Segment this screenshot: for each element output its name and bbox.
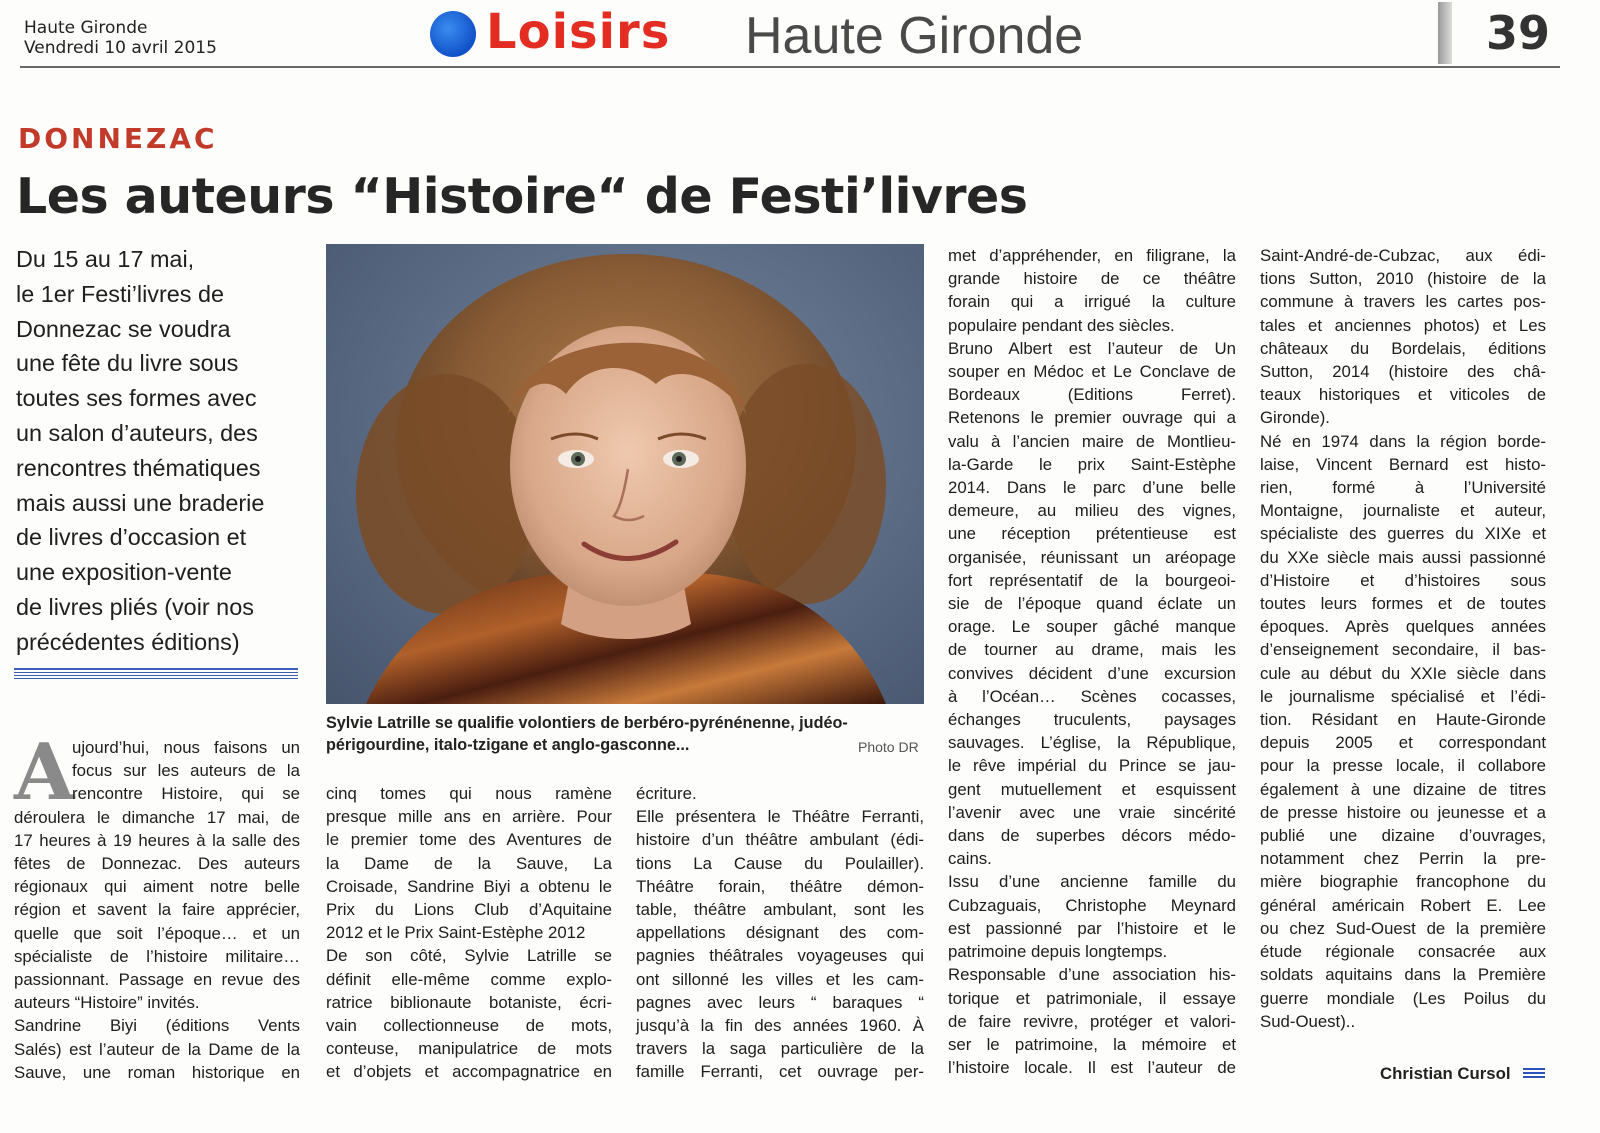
body-line: souper en Médoc et Le Conclave de — [948, 362, 1236, 382]
body-line: 2012 et le Prix Saint-Estèphe 2012 — [326, 923, 586, 943]
body-line: Sud-Ouest).. — [1260, 1011, 1356, 1031]
body-line: organisée, réunissant un aréopage — [948, 547, 1236, 567]
body-line: gent mutuellement et esquissent — [948, 779, 1236, 799]
body-line: la-Garde le prix Saint-Estèphe — [948, 454, 1236, 474]
body-line: châteaux du Bordelais, éditions — [1260, 338, 1546, 358]
body-line: Elle présentera le Théâtre Ferranti, — [636, 807, 924, 827]
publication-info — [24, 18, 217, 58]
lead-line: mais aussi une braderie — [16, 489, 265, 516]
body-line: focus sur les auteurs de la — [72, 761, 300, 781]
article-lead — [16, 242, 316, 660]
article-column-5 — [1260, 244, 1546, 1033]
section-subtitle: Haute Gironde — [745, 7, 1084, 65]
body-line: écriture. — [636, 784, 697, 803]
body-line: du XXe siècle mais aussi passionné — [1260, 547, 1546, 567]
body-line: Théâtre forain, théâtre démon- — [636, 876, 924, 896]
lead-line: une fête du livre sous — [16, 350, 239, 377]
body-line: valu à l’ancien maire de Montlieu- — [948, 431, 1236, 451]
body-line: publié une dizaine d’ouvrages, — [1260, 826, 1546, 846]
body-line: est passionné par l’histoire et le — [948, 918, 1236, 938]
body-line: Issu d’une ancienne famille du — [948, 872, 1236, 892]
body-line: presque mille ans en arrière. Pour — [326, 807, 612, 827]
body-line: fêtes de Donnezac. Des auteurs — [14, 854, 300, 874]
article-headline: Les auteurs “Histoire“ de Festi’livres — [16, 168, 1028, 225]
body-line: guerre mondiale (Les Poilus du — [1260, 988, 1546, 1008]
body-line: commune à travers les cartes pos- — [1260, 292, 1546, 312]
body-line: cule au début du XXIe siècle dans — [1260, 663, 1546, 683]
body-line: une réception prétentieuse est — [948, 524, 1236, 544]
body-line: également à une dizaine de titres — [1260, 779, 1546, 799]
body-line: Bruno Albert est l’auteur de Un — [948, 338, 1236, 358]
body-line: travers la saga particulière de la — [636, 1039, 924, 1059]
body-line: l’histoire locale. Il est l’auteur de — [948, 1058, 1236, 1078]
body-line: de faire revivre, protéger et valori- — [948, 1011, 1236, 1031]
body-line: orage. Le souper gâché manque — [948, 617, 1236, 637]
body-line: 2014. Dans le parc d’une belle — [948, 478, 1236, 498]
body-line: de presse histoire ou jeunesse et a — [1260, 802, 1546, 822]
body-line: toutes leurs formes et de toutes — [1260, 594, 1546, 614]
body-line: ujourd’hui, nous faisons un — [72, 738, 300, 757]
body-line: dans de superbes décors médo- — [948, 826, 1236, 846]
body-line: d’enseignement secondaire, il bas- — [1260, 640, 1546, 660]
body-line: le rêve impérial du Prince se jau- — [948, 756, 1236, 776]
body-line: Bordeaux (Editions Ferret). — [948, 385, 1236, 405]
body-line: Né en 1974 dans la région borde- — [1260, 431, 1546, 451]
body-line: Montaigne, journaliste et auteur, — [1260, 501, 1546, 521]
body-line: Sandrine Biyi (éditions Vents — [14, 1016, 300, 1036]
body-line: Retenons le premier ouvrage qui a — [948, 408, 1236, 428]
body-line: sauvages. L’église, la République, — [948, 733, 1236, 753]
body-line: pagnies théâtrales voyageuses qui — [636, 946, 924, 966]
body-line: table, théâtre ambulant, sont les — [636, 900, 924, 920]
body-line: depuis 2005 et correspondant — [1260, 733, 1546, 753]
body-line: teaux historiques et viticoles de — [1260, 385, 1546, 405]
body-line: soldats aquitains dans la Première — [1260, 965, 1546, 985]
portrait-illustration — [326, 244, 924, 704]
article-kicker: DONNEZAC — [18, 122, 218, 155]
body-line: tions Sutton, 2010 (histoire de la — [1260, 269, 1546, 289]
body-line: mière biographie francophone du — [1260, 872, 1546, 892]
body-line: Sauve, une roman historique en — [14, 1062, 300, 1082]
body-line: auteurs “Histoire” invités. — [14, 993, 200, 1013]
body-line: région et savent la faire apprécier, — [14, 900, 300, 920]
article-column-4 — [948, 244, 1236, 1079]
body-line: Sutton, 2014 (histoire des châ- — [1260, 362, 1546, 382]
body-line: tion. Résidant en Haute-Gironde — [1260, 710, 1546, 730]
body-line: régionaux qui aiment notre belle — [14, 877, 300, 897]
body-line: tales et anciennes photos) et Les — [1260, 315, 1546, 335]
body-line: histoire d’un théâtre ambulant (édi- — [636, 830, 924, 850]
article-column-2 — [326, 782, 612, 1084]
signature-end-mark-icon — [1523, 1068, 1545, 1080]
article-column-1 — [14, 727, 300, 1084]
lead-line: toutes ses formes avec — [16, 385, 257, 412]
body-line: Saint-André-de-Cubzac, aux édi- — [1260, 246, 1546, 265]
body-line: déroulera le dimanche 17 mai, de — [14, 807, 300, 827]
body-line: convives décident d’une excursion — [948, 663, 1236, 683]
body-line: conteuse, manipulatrice de mots — [326, 1039, 612, 1059]
body-line: passionnant. Passage en revue des — [14, 970, 300, 990]
body-line: et d’objets et accompagnatrice en — [326, 1062, 612, 1082]
body-line: ser le patrimoine, la mémoire et — [948, 1034, 1236, 1054]
body-line: spécialiste des guerres du XIXe et — [1260, 524, 1546, 544]
body-line: ont sillonné les villes et les cam- — [636, 969, 924, 989]
lead-line: de livres d’occasion et — [16, 524, 247, 551]
body-line: Croisade, Sandrine Biyi a obtenu le — [326, 876, 612, 896]
page-number: 39 — [1486, 6, 1551, 60]
body-line: Gironde). — [1260, 408, 1330, 428]
publication-name: Haute Gironde — [24, 18, 148, 38]
lead-line: Donnezac se voudra — [16, 315, 231, 342]
lead-line: le 1er Festi’livres de — [16, 280, 224, 307]
body-line: d’Histoire et d’histoires sous — [1260, 570, 1546, 590]
body-line: vain collectionneuse de mots, — [326, 1016, 612, 1036]
body-line: Cubzaguais, Christophe Meynard — [948, 895, 1236, 915]
body-line: Responsable d’une association his- — [948, 965, 1236, 985]
body-line: laise, Vincent Bernard est histo- — [1260, 454, 1546, 474]
body-line: cinq tomes qui nous ramène — [326, 784, 612, 803]
body-line: tions La Cause du Poulailler). — [636, 853, 924, 873]
lead-line: un salon d’auteurs, des — [16, 419, 258, 446]
lead-line: rencontres thématiques — [16, 454, 261, 481]
body-line: rencontre Histoire, qui se — [72, 784, 300, 804]
body-line: torique et patrimoniale, il essaye — [948, 988, 1236, 1008]
photo-caption — [326, 712, 924, 756]
body-line: le journalisme spécialisé et l’édi- — [1260, 686, 1546, 706]
lead-line: précédentes éditions) — [16, 628, 240, 655]
body-line: pour la presse locale, il collabore — [1260, 756, 1546, 776]
lead-line: une exposition-vente — [16, 559, 232, 586]
body-line: met d’appréhender, en filigrane, la — [948, 246, 1236, 265]
body-line: échanges truculents, paysages — [948, 710, 1236, 730]
body-line: rien, formé à l’Université — [1260, 478, 1546, 498]
body-line: le premier tome des Aventures de — [326, 830, 612, 850]
body-line: appellations désignant des com- — [636, 923, 924, 943]
blue-dot-logo-icon — [430, 11, 476, 57]
body-line: cains. — [948, 849, 992, 869]
body-line: populaire pendant des siècles. — [948, 315, 1175, 335]
body-line: demeure, au milieu des vignes, — [948, 501, 1236, 521]
body-line: de tourner au drame, mais les — [948, 640, 1236, 660]
lead-line: de livres pliés (voir nos — [16, 593, 254, 620]
body-line: jusqu’à la fin des années 1960. À — [636, 1016, 924, 1036]
body-line: fort représentatif de la bourgeoi- — [948, 570, 1236, 590]
body-line: quelle que soit l’époque… et un — [14, 923, 300, 943]
article-column-3 — [636, 782, 924, 1084]
body-line: sie de l’époque quand éclate un — [948, 594, 1236, 614]
issue-date: Vendredi 10 avril 2015 — [24, 38, 217, 58]
lead-separator-rule — [14, 668, 298, 679]
page-tab-marker — [1438, 2, 1452, 64]
body-line: Prix du Lions Club d’Aquitaine — [326, 900, 612, 920]
body-line: ratrice biblionaute botaniste, écri- — [326, 992, 612, 1012]
body-line: général américain Robert E. Lee — [1260, 895, 1546, 915]
body-line: ou chez Sud-Ouest de la première — [1260, 918, 1546, 938]
body-line: 17 heures à 19 heures à la salle des — [14, 830, 300, 850]
section-title: Loisirs — [486, 4, 671, 60]
drop-cap: A — [14, 727, 75, 818]
body-line: Salés) est l’auteur de la Dame de la — [14, 1039, 300, 1059]
body-line: spécialiste de l’histoire militaire… — [14, 946, 300, 966]
body-line: notamment chez Perrin la pre- — [1260, 849, 1546, 869]
lead-line: Du 15 au 17 mai, — [16, 246, 195, 272]
masthead-rule — [20, 66, 1560, 68]
photo-credit: Photo DR — [858, 739, 919, 755]
author-portrait-photo — [326, 244, 924, 704]
body-line: époques. Après quelques années — [1260, 617, 1546, 637]
body-line: à l’Océan… Scènes cocasses, — [948, 686, 1236, 706]
body-line: forain qui a irrigué la culture — [948, 292, 1236, 312]
body-line: la Dame de la Sauve, La — [326, 853, 612, 873]
body-line: De son côté, Sylvie Latrille se — [326, 946, 612, 966]
body-line: étude régionale consacrée aux — [1260, 942, 1546, 962]
caption-line: périgourdine, italo-tzigane et anglo-gasconne... — [326, 736, 690, 754]
author-signature: Christian Cursol — [1380, 1064, 1511, 1083]
body-line: définit elle-même comme explo- — [326, 969, 612, 989]
caption-line: Sylvie Latrille se qualifie volontiers de berbéro-pyrénénenne, judéo- — [326, 714, 848, 732]
body-line: famille Ferranti, cet ouvrage per- — [636, 1062, 924, 1082]
body-line: grande histoire de ce théâtre — [948, 269, 1236, 289]
body-line: pagnes avec leurs “ baraques “ — [636, 992, 924, 1012]
body-line: l’avenir avec une vraie sincérité — [948, 802, 1236, 822]
body-line: patrimoine depuis longtemps. — [948, 942, 1168, 962]
